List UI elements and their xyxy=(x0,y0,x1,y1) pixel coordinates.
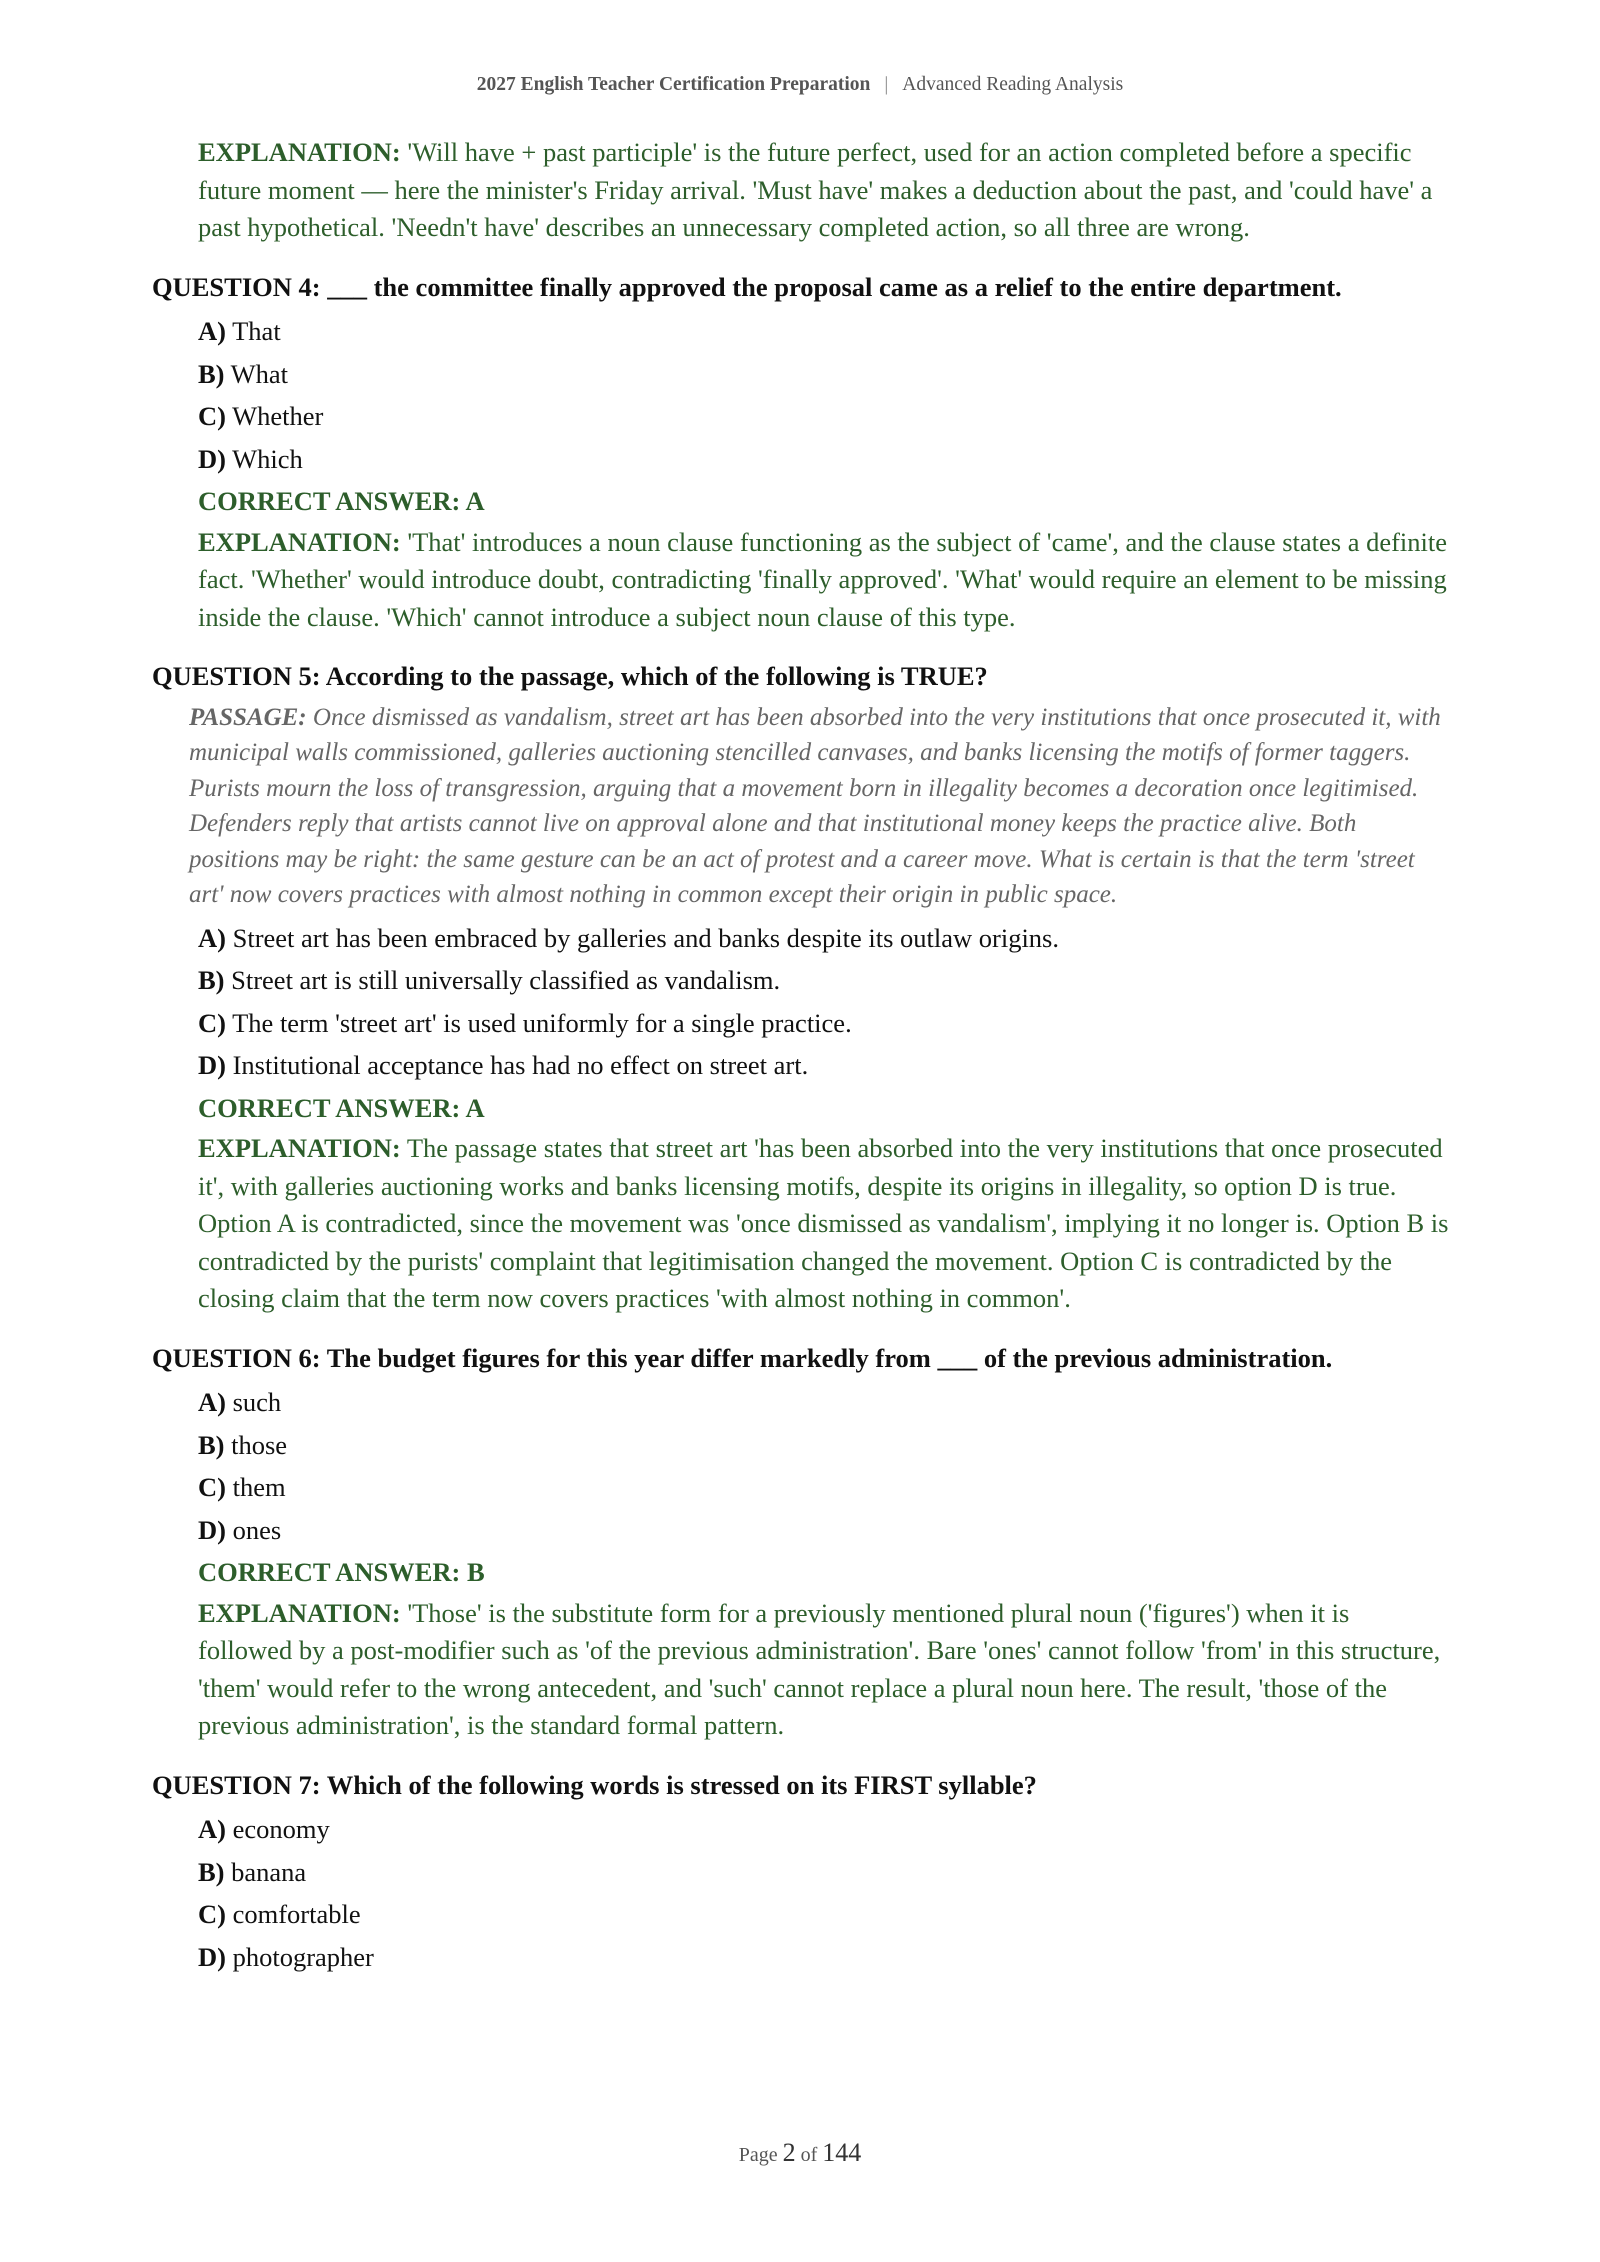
explanation xyxy=(198,1130,1450,1318)
question-stem: QUESTION 4: ___ the committee finally approved the proposal came as a relief to the entire department. xyxy=(152,271,1342,302)
option-text: comfortable xyxy=(232,1899,361,1929)
option-list xyxy=(198,1808,1450,1978)
explanation-label: EXPLANATION: xyxy=(198,137,401,167)
option-text: such xyxy=(232,1387,282,1417)
option-letter: A) xyxy=(198,316,226,346)
option-list xyxy=(198,1381,1450,1551)
option-text: economy xyxy=(232,1814,330,1844)
total-pages: 144 xyxy=(822,2138,862,2167)
option-b xyxy=(198,1424,1450,1467)
option-letter: C) xyxy=(198,1899,226,1929)
carryover-explanation xyxy=(198,134,1450,247)
option-c xyxy=(198,1466,1450,1509)
page-word: Page xyxy=(738,2144,778,2166)
question-stem: QUESTION 5: According to the passage, which of the following is TRUE? xyxy=(152,661,988,691)
option-a xyxy=(198,917,1450,960)
reading-passage xyxy=(189,700,1450,913)
option-letter: C) xyxy=(198,1472,226,1502)
option-text: those xyxy=(231,1429,288,1460)
option-letter: D) xyxy=(198,1941,226,1972)
correct-answer: CORRECT ANSWER: A xyxy=(198,1092,485,1123)
option-d xyxy=(198,438,1450,481)
explanation-label: EXPLANATION: xyxy=(198,1597,401,1628)
option-letter: C) xyxy=(198,401,226,431)
option-b xyxy=(198,1851,1450,1894)
option-letter: D) xyxy=(198,1514,226,1545)
question-stem: QUESTION 7: Which of the following words is stressed on its FIRST syllable? xyxy=(152,1769,1037,1800)
option-text: Street art has been embraced by galleries and banks despite its outlaw origins. xyxy=(232,922,1059,953)
option-b xyxy=(198,959,1450,1002)
question-stem: QUESTION 6: The budget figures for this year differ markedly from ___ of the previous administration. xyxy=(152,1342,1333,1373)
correct-answer: CORRECT ANSWER: A xyxy=(198,486,485,516)
option-letter: A) xyxy=(198,1814,226,1844)
explanation-text: The passage states that street art 'has been absorbed into the very institutions that once prosecuted it', with galleries auctioning works and banks licensing motifs, despite its origins in illegality, so option D is true. Option A is contradicted, since the movement was 'once dismissed as vandalism', implying it no longer is. Option B is contradicted by the purists' complaint that legitimisation changed the movement. Option C is contradicted by the closing claim that the term now covers practices 'with almost nothing in common'. xyxy=(198,1133,1449,1313)
option-c xyxy=(198,1893,1450,1936)
passage-label: PASSAGE: xyxy=(189,703,307,731)
option-letter: A) xyxy=(198,1387,226,1417)
option-text: photographer xyxy=(232,1941,374,1972)
option-letter: B) xyxy=(198,358,225,389)
option-text: Whether xyxy=(232,401,324,431)
explanation-text: 'Will have + past participle' is the future perfect, used for an action completed before a specific future moment — here the minister's Friday arrival. 'Must have' makes a deduction about the past, and 'could have' a past hypothetical. 'Needn't have' describes an unnecessary completed action, so all three are wrong. xyxy=(198,137,1433,242)
option-d xyxy=(198,1509,1450,1552)
question-6 xyxy=(152,1340,1450,1745)
option-letter: D) xyxy=(198,443,226,474)
option-list xyxy=(198,310,1450,480)
explanation xyxy=(198,1595,1450,1745)
header-title: 2027 English Teacher Certification Preparation xyxy=(476,74,871,95)
explanation-text: 'That' introduces a noun clause functioning as the subject of 'came', and the clause states a definite fact. 'Whether' would introduce doubt, contradicting 'finally approved'. 'What' would require an element to be missing inside the clause. 'Which' cannot introduce a subject noun clause of this type. xyxy=(198,526,1448,632)
header-subtitle: Advanced Reading Analysis xyxy=(902,74,1124,95)
option-text: Street art is still universally classified as vandalism. xyxy=(231,965,781,995)
option-c xyxy=(198,1002,1450,1045)
correct-answer: CORRECT ANSWER: B xyxy=(198,1557,485,1587)
option-text: The term 'street art' is used uniformly for a single practice. xyxy=(232,1007,852,1038)
option-d xyxy=(198,1936,1450,1979)
question-7 xyxy=(152,1767,1450,1979)
page-number: 2 xyxy=(782,2138,796,2167)
option-text: That xyxy=(232,316,281,346)
option-text: banana xyxy=(231,1856,307,1887)
option-letter: B) xyxy=(198,1429,225,1460)
option-letter: B) xyxy=(198,1856,225,1887)
option-letter: C) xyxy=(198,1007,226,1038)
question-4 xyxy=(152,269,1450,637)
option-text: What xyxy=(230,358,289,389)
explanation-text: 'Those' is the substitute form for a previously mentioned plural noun ('figures') when it is followed by a post-modifier such as 'of the previous administration'. Bare 'ones' cannot follow 'from' in this structure, 'them' would refer to the wrong antecedent, and 'such' cannot replace a plural noun here. The result, 'those of the previous administration', is the standard formal pattern. xyxy=(198,1597,1441,1740)
explanation-label: EXPLANATION: xyxy=(198,1133,401,1163)
header-separator: | xyxy=(884,74,889,95)
option-text: Institutional acceptance has had no effect on street art. xyxy=(232,1050,809,1080)
explanation xyxy=(198,524,1450,637)
option-list xyxy=(198,917,1450,1087)
option-letter: A) xyxy=(198,922,226,953)
option-c xyxy=(198,395,1450,438)
page-header xyxy=(0,74,1600,96)
option-letter: D) xyxy=(198,1050,226,1080)
option-d xyxy=(198,1044,1450,1087)
option-letter: B) xyxy=(198,965,225,995)
question-5 xyxy=(152,658,1450,1318)
option-b xyxy=(198,353,1450,396)
passage-text: Once dismissed as vandalism, street art has been absorbed into the very institutions that once prosecuted it, with municipal walls commissioned, galleries auctioning stencilled canvases, and banks licensing the motifs of former taggers. Purists mourn the loss of transgression, arguing that a movement born in illegality becomes a decoration once legitimised. Defenders reply that artists cannot live on approval alone and that institutional money keeps the practice alive. Both positions may be right: the same gesture can be an act of protest and a career move. What is certain is that the term 'street art' now covers practices with almost nothing in common except their origin in public space. xyxy=(189,703,1441,908)
of-word: of xyxy=(800,2144,818,2166)
explanation-label: EXPLANATION: xyxy=(198,526,401,557)
option-text: ones xyxy=(232,1514,282,1545)
page-content xyxy=(152,134,1450,1978)
option-a xyxy=(198,310,1450,353)
page-footer xyxy=(0,2138,1600,2168)
option-text: them xyxy=(232,1472,286,1502)
option-text: Which xyxy=(232,443,303,474)
option-a xyxy=(198,1808,1450,1851)
option-a xyxy=(198,1381,1450,1424)
